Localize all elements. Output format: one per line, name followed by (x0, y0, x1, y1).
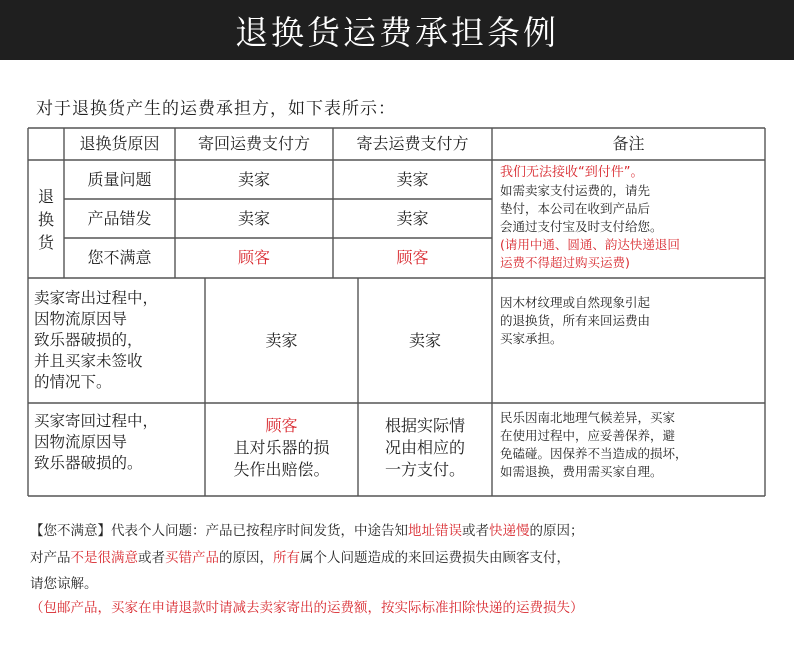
case-desc-line: 买家寄回过程中， (34, 412, 159, 430)
remark-line: 民乐因南北地理气候差异，买家 (500, 410, 676, 425)
footer-highlight: 买错产品 (165, 550, 219, 566)
case2-send-payer (358, 403, 492, 496)
case2-remark (492, 403, 765, 496)
row-unsatisfied-send-payer: 顾客 (396, 248, 429, 267)
footer-text: 的原因； (529, 523, 584, 539)
header-send-payer: 寄去运费支付方 (356, 134, 469, 153)
remark-line: 在使用过程中，应妥善保养，避 (500, 428, 676, 443)
remark-courier-note: 运费不得超过购买运费) (500, 255, 630, 270)
remark-courier-note: (请用中通、圆通、韵达快递退回 (500, 237, 680, 252)
case2-send-line: 一方支付。 (384, 460, 465, 479)
page-title: 退换货运费承担条例 (0, 0, 794, 60)
row-wrong-item-return-payer: 卖家 (237, 208, 270, 228)
case-buyer-return-damage (28, 403, 205, 496)
row-unsatisfied-reason: 您不满意 (87, 248, 152, 267)
case-desc-line: 致乐器破损的。 (34, 454, 143, 472)
header-return-payer: 寄回运费支付方 (197, 134, 310, 153)
case2-compensation-line: 失作出赔偿。 (233, 460, 330, 479)
header-reason: 退换货原因 (79, 134, 160, 153)
group-label-char: 退 (37, 186, 54, 206)
header-remark: 备注 (612, 134, 645, 153)
footer-line-1 (30, 521, 584, 541)
group-label-char: 换 (37, 209, 54, 229)
footer-text: 或者 (462, 523, 489, 539)
row-unsatisfied-return-payer: 顾客 (237, 248, 270, 267)
footer-text: 属个人问题造成的来回运费损失由顾客支付， (300, 550, 570, 566)
case-desc-line: 因物流原因导 (34, 310, 128, 328)
remark-line: 买家承担。 (500, 331, 563, 346)
footer-highlight: 快递慢 (489, 523, 530, 539)
remark-line: 如需卖家支付运费的，请先 (500, 183, 651, 198)
case1-return-payer: 卖家 (265, 330, 298, 350)
remark-line: 因木材纹理或自然现象引起 (500, 295, 651, 310)
footer-highlight: 所有 (273, 550, 300, 566)
case1-remark (492, 278, 765, 403)
footer-text: 【您不满意】代表个人问题：产品已按程序时间发货，中途告知 (30, 523, 408, 539)
remark-line: 会通过支付宝及时支付给您。 (500, 219, 663, 234)
footer-highlight: 不是很满意 (70, 550, 138, 566)
footer-line-3: 请您谅解。 (30, 576, 98, 592)
case2-return-payer (205, 403, 358, 496)
row-quality-send-payer: 卖家 (396, 169, 429, 189)
remark-top (492, 160, 765, 278)
case2-customer-label: 顾客 (265, 416, 298, 435)
remark-line: 免磕碰。因保养不当造成的损坏， (500, 446, 688, 461)
row-wrong-item-send-payer: 卖家 (396, 208, 429, 228)
footer-highlight: 地址错误 (408, 523, 462, 539)
case-desc-line: 的情况下。 (34, 373, 112, 391)
row-wrong-item-reason: 产品错发 (87, 208, 152, 228)
case-desc-line: 因物流原因导 (34, 433, 128, 451)
remark-line: 的退换货，所有来回运费由 (500, 313, 651, 328)
case-desc-line: 并且买家未签收 (34, 352, 143, 370)
footer-text: 的原因， (219, 550, 273, 566)
case-desc-line: 卖家寄出过程中， (34, 289, 159, 307)
footer-line-2 (30, 548, 570, 568)
footer-free-shipping-note: （包邮产品，买家在申请退款时请减去卖家寄出的运费额，按实际标准扣除快递的运费损失） (30, 600, 584, 616)
remark-cod-warning: 我们无法接收“到付件”。 (500, 165, 644, 180)
case2-send-line: 根据实际情 (384, 416, 465, 435)
group-label-char: 货 (37, 232, 54, 252)
case2-send-line: 况由相应的 (384, 438, 465, 457)
remark-line: 垫付，本公司在收到产品后 (500, 201, 651, 216)
case-desc-line: 致乐器破损的， (34, 331, 143, 349)
case-seller-shipping-damage (28, 278, 205, 403)
footer-text: 或者 (138, 550, 165, 566)
footer-text: 对产品 (30, 550, 71, 566)
case2-compensation-line: 且对乐器的损 (233, 438, 330, 457)
case1-send-payer: 卖家 (408, 330, 441, 350)
row-quality-return-payer: 卖家 (237, 169, 270, 189)
remark-line: 如需退换，费用需买家自理。 (500, 464, 663, 479)
group-label-return-exchange (28, 160, 64, 278)
row-quality-reason: 质量问题 (87, 169, 152, 189)
intro-text: 对于退换货产生的运费承担方，如下表所示： (36, 99, 396, 119)
